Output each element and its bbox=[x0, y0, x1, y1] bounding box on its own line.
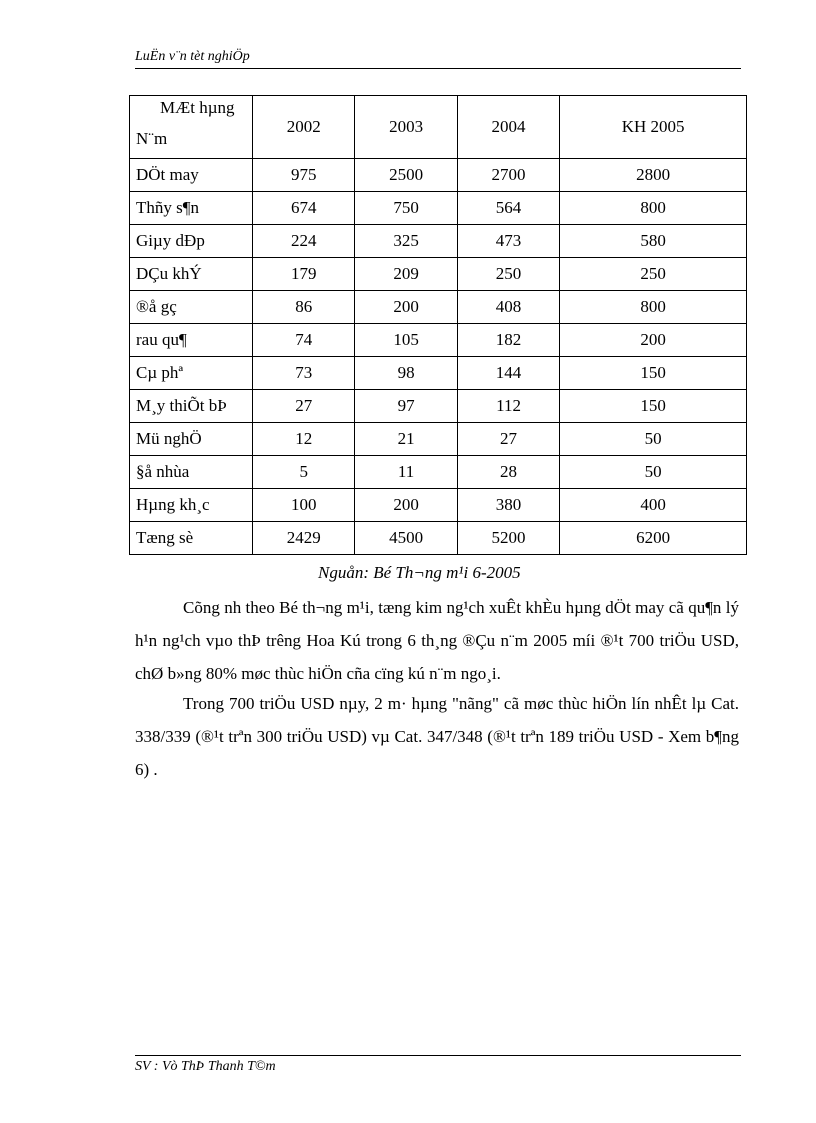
table-row bbox=[130, 423, 747, 456]
table-cell: 250 bbox=[560, 258, 747, 291]
table-cell: 564 bbox=[457, 192, 559, 225]
table-cell: 5200 bbox=[457, 522, 559, 555]
table-row bbox=[130, 456, 747, 489]
table-cell: 11 bbox=[355, 456, 457, 489]
table-cell: 150 bbox=[560, 390, 747, 423]
column-header: 2004 bbox=[457, 96, 559, 159]
column-header: 2002 bbox=[253, 96, 355, 159]
table-header-row bbox=[130, 96, 747, 159]
table-cell: 380 bbox=[457, 489, 559, 522]
row-label: Giµy dÐp bbox=[130, 225, 253, 258]
table-row bbox=[130, 159, 747, 192]
corner-cell bbox=[130, 96, 253, 159]
row-label: rau qu¶ bbox=[130, 324, 253, 357]
paragraph: Trong 700 triÖu USD nµy, 2 m· hµng "nãng" cã møc thùc hiÖn lín nhÊt lµ Cat. 338/339 (®¹t trªn 300 triÖu USD) vµ Cat. 347/348 (®¹t trªn 189 triÖu USD - Xem b¶ng 6) . bbox=[135, 694, 739, 779]
table-row bbox=[130, 489, 747, 522]
table-cell: 28 bbox=[457, 456, 559, 489]
table-cell: 27 bbox=[253, 390, 355, 423]
row-label: Mü nghÖ bbox=[130, 423, 253, 456]
table-cell: 408 bbox=[457, 291, 559, 324]
export-table bbox=[129, 95, 747, 555]
table-cell: 250 bbox=[457, 258, 559, 291]
corner-label-bottom: N¨m bbox=[136, 129, 168, 148]
table-cell: 224 bbox=[253, 225, 355, 258]
table-cell: 50 bbox=[560, 456, 747, 489]
table-row bbox=[130, 192, 747, 225]
page-footer bbox=[135, 1055, 741, 1075]
table-cell: 975 bbox=[253, 159, 355, 192]
table-cell: 200 bbox=[355, 291, 457, 324]
table-cell: 800 bbox=[560, 192, 747, 225]
row-label: Cµ phª bbox=[130, 357, 253, 390]
table-row bbox=[130, 324, 747, 357]
table-cell: 2800 bbox=[560, 159, 747, 192]
table-cell: 2429 bbox=[253, 522, 355, 555]
table-cell: 800 bbox=[560, 291, 747, 324]
table-cell: 6200 bbox=[560, 522, 747, 555]
table-cell: 73 bbox=[253, 357, 355, 390]
table-cell: 100 bbox=[253, 489, 355, 522]
page-header bbox=[135, 48, 741, 69]
row-label: Hµng kh¸c bbox=[130, 489, 253, 522]
row-label: Thñy s¶n bbox=[130, 192, 253, 225]
table-cell: 674 bbox=[253, 192, 355, 225]
table-source: Nguån: Bé Th¬ng m¹i 6-2005 bbox=[318, 563, 521, 582]
column-header: 2003 bbox=[355, 96, 457, 159]
table-cell: 580 bbox=[560, 225, 747, 258]
table-cell: 200 bbox=[355, 489, 457, 522]
table-cell: 325 bbox=[355, 225, 457, 258]
table-cell: 105 bbox=[355, 324, 457, 357]
table-row bbox=[130, 291, 747, 324]
table-cell: 12 bbox=[253, 423, 355, 456]
table-cell: 182 bbox=[457, 324, 559, 357]
footer-author: SV : Vò ThÞ Thanh T©m bbox=[135, 1059, 276, 1074]
table-cell: 2500 bbox=[355, 159, 457, 192]
table-cell: 97 bbox=[355, 390, 457, 423]
table-cell: 74 bbox=[253, 324, 355, 357]
table-cell: 27 bbox=[457, 423, 559, 456]
row-label: Tæng sè bbox=[130, 522, 253, 555]
table-cell: 209 bbox=[355, 258, 457, 291]
table-cell: 86 bbox=[253, 291, 355, 324]
table-cell: 4500 bbox=[355, 522, 457, 555]
column-header: KH 2005 bbox=[560, 96, 747, 159]
table-row bbox=[130, 522, 747, 555]
table-cell: 400 bbox=[560, 489, 747, 522]
table-cell: 150 bbox=[560, 357, 747, 390]
table-row bbox=[130, 258, 747, 291]
row-label: DÖt may bbox=[130, 159, 253, 192]
table-cell: 144 bbox=[457, 357, 559, 390]
table-row bbox=[130, 225, 747, 258]
row-label: DÇu khÝ bbox=[130, 258, 253, 291]
table-cell: 50 bbox=[560, 423, 747, 456]
table-cell: 112 bbox=[457, 390, 559, 423]
corner-label-top: MÆt hµng bbox=[160, 98, 235, 117]
row-label: ®å gç bbox=[130, 291, 253, 324]
table-cell: 750 bbox=[355, 192, 457, 225]
table-cell: 98 bbox=[355, 357, 457, 390]
table-cell: 5 bbox=[253, 456, 355, 489]
table-cell: 179 bbox=[253, 258, 355, 291]
table-cell: 200 bbox=[560, 324, 747, 357]
table-row bbox=[130, 357, 747, 390]
paragraph: Cõng nh theo Bé th¬ng m¹i, tæng kim ng¹ch xuÊt khÈu hµng dÖt may cã qu¶n lý h¹n ng¹ch vµo thÞ trêng Hoa Kú trong 6 th¸ng ®Çu n¨m 2005 míi ®¹t 700 triÖu USD, chØ b»ng 80% møc thùc hiÖn cña cïng kú n¨m ngo¸i. bbox=[135, 598, 739, 683]
row-label: M¸y thiÕt bÞ bbox=[130, 390, 253, 423]
table-cell: 21 bbox=[355, 423, 457, 456]
header-title: LuËn v¨n tèt nghiÖp bbox=[135, 49, 250, 64]
table-cell: 2700 bbox=[457, 159, 559, 192]
table-row bbox=[130, 390, 747, 423]
table-cell: 473 bbox=[457, 225, 559, 258]
row-label: §å nhùa bbox=[130, 456, 253, 489]
